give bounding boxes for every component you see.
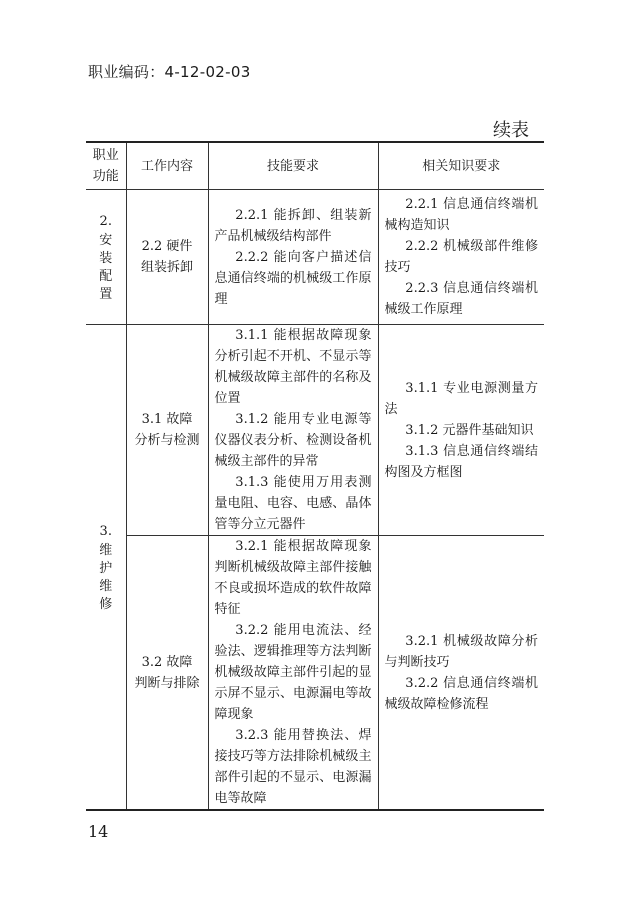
knowledge-cell: 3.2.1 机械级故障分析与判断技巧 3.2.2 信息通信终端机械级故障检修流程 xyxy=(378,536,544,811)
table-row xyxy=(86,536,544,811)
header-skill-requirement: 技能要求 xyxy=(208,142,378,190)
header-work-content: 工作内容 xyxy=(126,142,208,190)
page-number: 14 xyxy=(88,822,109,841)
function-cell: 2. 安 装 配 置 xyxy=(86,190,126,325)
table-row xyxy=(86,190,544,325)
function-cell: 3. 维 护 维 修 xyxy=(86,325,126,811)
skill-cell: 3.2.1 能根据故障现象判断机械级故障主部件接触不良或损坏造成的软件故障特征 3.2.2 能用电流法、经验法、逻辑推理等方法判断机械级故障主部件引起的显示屏不显示、电源漏电等故障现象 3.2.3 能用替换法、焊接技巧等方法排除机械级主部件引起的不显示、电源漏电等故障 xyxy=(208,536,378,811)
skill-standard-table xyxy=(86,141,544,811)
work-content-cell: 3.1 故障 分析与检测 xyxy=(126,325,208,536)
skill-cell: 2.2.1 能拆卸、组装新产品机械级结构部件 2.2.2 能向客户描述信息通信终端的机械级工作原理 xyxy=(208,190,378,325)
header-function: 职业 功能 xyxy=(86,142,126,190)
continued-label: 续表 xyxy=(493,120,529,141)
header-knowledge-requirement: 相关知识要求 xyxy=(378,142,544,190)
table-row xyxy=(86,325,544,536)
table-header-row xyxy=(86,142,544,190)
work-content-cell: 3.2 故障 判断与排除 xyxy=(126,536,208,811)
work-content-cell: 2.2 硬件 组装拆卸 xyxy=(126,190,208,325)
knowledge-cell: 2.2.1 信息通信终端机械构造知识 2.2.2 机械级部件维修技巧 2.2.3 信息通信终端机械级工作原理 xyxy=(378,190,544,325)
skill-cell: 3.1.1 能根据故障现象分析引起不开机、不显示等机械级故障主部件的名称及位置 3.1.2 能用专业电源等仪器仪表分析、检测设备机械级主部件的异常 3.1.3 能使用万用表测量电阻、电容、电感、晶体管等分立元器件 xyxy=(208,325,378,536)
knowledge-cell: 3.1.1 专业电源测量方法 3.1.2 元器件基础知识 3.1.3 信息通信终端结构图及方框图 xyxy=(378,325,544,536)
occupation-code: 职业编码：4-12-02-03 xyxy=(88,63,251,81)
